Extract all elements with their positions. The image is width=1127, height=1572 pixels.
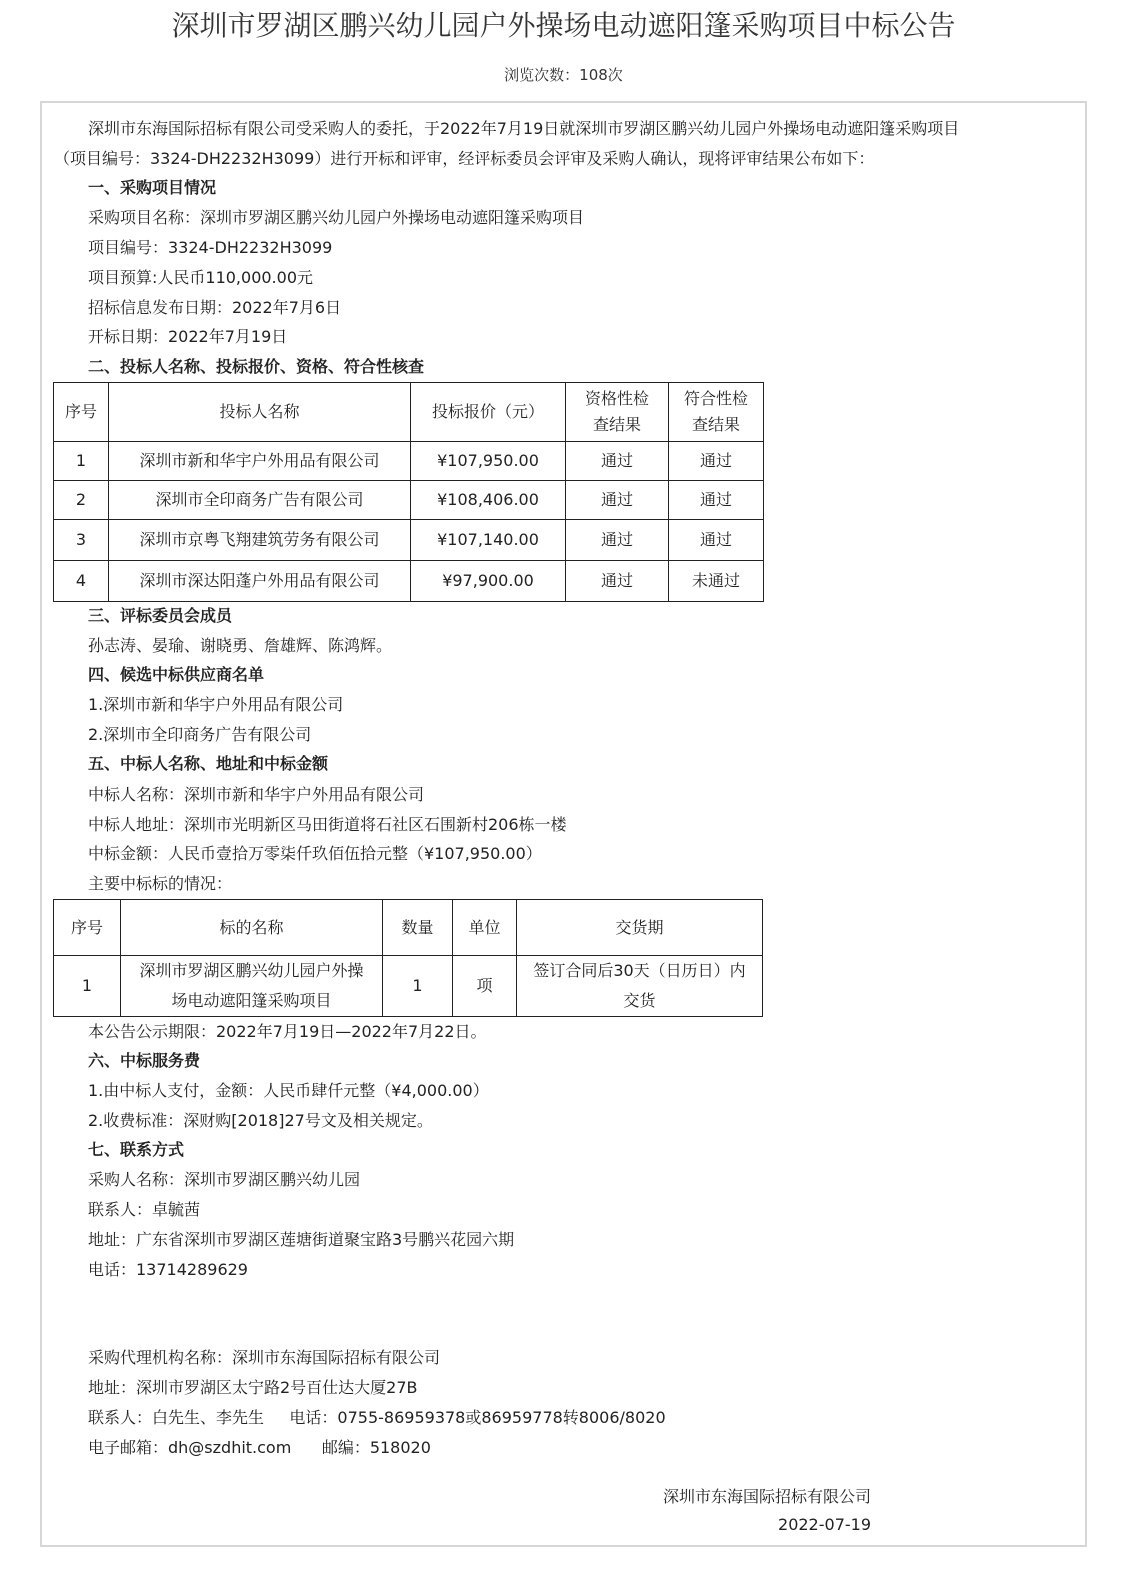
col-header: 单位 (453, 900, 517, 956)
table-row (54, 442, 764, 481)
agency-address: 地址：深圳市罗湖区太宁路2号百仕达大厦27B (88, 1378, 418, 1397)
winning-amount: 中标金额：人民币壹拾万零柒仟玖佰伍拾元整（¥107,950.00） (88, 844, 542, 863)
section-heading-4: 四、候选中标供应商名单 (88, 665, 265, 684)
subject-matter-caption: 主要中标标的情况： (88, 874, 233, 893)
table-cell: 通过 (566, 481, 669, 520)
table-header-row (54, 383, 764, 442)
agency-contact: 联系人：白先生、李先生 电话：0755-86959378或86959778转8006/8020 (88, 1408, 666, 1427)
table-row (54, 520, 764, 561)
committee-members: 孙志涛、晏瑜、谢晓勇、詹雄辉、陈鸿辉。 (88, 636, 393, 655)
service-fee-standard: 2.收费标准：深财购[2018]27号文及相关规定。 (88, 1111, 433, 1130)
col-header: 交货期 (517, 900, 763, 956)
service-fee-payment: 1.由中标人支付，金额：人民币肆仟元整（¥4,000.00） (88, 1081, 489, 1100)
table-cell: 通过 (566, 520, 669, 561)
table-cell: ¥107,140.00 (411, 520, 566, 561)
table-row (54, 481, 764, 520)
publicity-period: 本公告公示期限：2022年7月19日—2022年7月22日。 (88, 1022, 487, 1041)
agency-email: 电子邮箱：dh@szdhit.com 邮编：518020 (88, 1438, 431, 1457)
purchaser-phone: 电话：13714289629 (88, 1260, 248, 1279)
col-header: 资格性检查结果 (566, 383, 669, 442)
col-header: 标的名称 (121, 900, 383, 956)
page-title: 深圳市罗湖区鹏兴幼儿园户外操场电动遮阳篷采购项目中标公告 (171, 9, 956, 42)
agency-name: 采购代理机构名称：深圳市东海国际招标有限公司 (88, 1348, 441, 1367)
table-cell: 未通过 (669, 561, 764, 602)
table-cell: 1 (54, 442, 109, 481)
table-cell: 深圳市罗湖区鹏兴幼儿园户外操场电动遮阳篷采购项目 (121, 956, 383, 1017)
table-cell: 2 (54, 481, 109, 520)
table-cell: 3 (54, 520, 109, 561)
table-cell: 签订合同后30天（日历日）内交货 (517, 956, 763, 1017)
signature-date: 2022-07-19 (778, 1515, 871, 1534)
col-header: 序号 (54, 383, 109, 442)
opening-date: 开标日期：2022年7月19日 (88, 327, 288, 346)
winner-name: 中标人名称：深圳市新和华宇户外用品有限公司 (88, 785, 425, 804)
table-cell: 深圳市深达阳蓬户外用品有限公司 (109, 561, 411, 602)
intro-line-1: 深圳市东海国际招标有限公司受采购人的委托，于2022年7月19日就深圳市罗湖区鹏兴幼儿园户外操场电动遮阳篷采购项目 (88, 119, 960, 138)
candidate-item: 1.深圳市新和华宇户外用品有限公司 (88, 695, 344, 714)
col-header: 数量 (383, 900, 453, 956)
intro-line-2: （项目编号：3324-DH2232H3099）进行开标和评审，经评标委员会评审及采购人确认，现将评审结果公布如下： (54, 149, 875, 168)
table-cell: 通过 (566, 561, 669, 602)
publish-date: 招标信息发布日期：2022年7月6日 (88, 298, 342, 317)
subject-matter-table (53, 899, 763, 1017)
project-budget: 项目预算:人民币110,000.00元 (88, 268, 314, 287)
table-row (54, 956, 763, 1017)
purchaser-contact: 联系人：卓毓茜 (88, 1200, 201, 1219)
section-heading-7: 七、联系方式 (88, 1140, 185, 1159)
table-cell: 深圳市京粤飞翔建筑劳务有限公司 (109, 520, 411, 561)
candidate-item: 2.深圳市全印商务广告有限公司 (88, 725, 312, 744)
table-cell: 1 (54, 956, 121, 1017)
purchaser-name: 采购人名称：深圳市罗湖区鹏兴幼儿园 (88, 1170, 361, 1189)
view-count: 浏览次数：108次 (504, 66, 623, 84)
section-heading-6: 六、中标服务费 (88, 1051, 201, 1070)
winner-address: 中标人地址：深圳市光明新区马田街道将石社区石围新村206栋一楼 (88, 815, 567, 834)
table-cell: 深圳市全印商务广告有限公司 (109, 481, 411, 520)
bidders-table (53, 382, 764, 602)
col-header: 投标报价（元） (411, 383, 566, 442)
col-header: 符合性检查结果 (669, 383, 764, 442)
section-heading-3: 三、评标委员会成员 (88, 606, 233, 625)
purchaser-address: 地址：广东省深圳市罗湖区莲塘街道聚宝路3号鹏兴花园六期 (88, 1230, 515, 1249)
table-cell: ¥97,900.00 (411, 561, 566, 602)
project-name: 采购项目名称：深圳市罗湖区鹏兴幼儿园户外操场电动遮阳篷采购项目 (88, 208, 585, 227)
table-cell: 通过 (566, 442, 669, 481)
table-cell: 1 (383, 956, 453, 1017)
col-header: 序号 (54, 900, 121, 956)
table-cell: 通过 (669, 481, 764, 520)
col-header: 投标人名称 (109, 383, 411, 442)
table-cell: 4 (54, 561, 109, 602)
section-heading-2: 二、投标人名称、投标报价、资格、符合性核查 (88, 357, 425, 376)
table-cell: 通过 (669, 442, 764, 481)
table-header-row (54, 900, 763, 956)
table-cell: 通过 (669, 520, 764, 561)
table-cell: ¥108,406.00 (411, 481, 566, 520)
table-cell: 项 (453, 956, 517, 1017)
table-cell: ¥107,950.00 (411, 442, 566, 481)
signature-org: 深圳市东海国际招标有限公司 (662, 1487, 871, 1506)
section-heading-1: 一、采购项目情况 (88, 178, 217, 197)
table-row (54, 561, 764, 602)
table-cell: 深圳市新和华宇户外用品有限公司 (109, 442, 411, 481)
project-number: 项目编号：3324-DH2232H3099 (88, 238, 333, 257)
section-heading-5: 五、中标人名称、地址和中标金额 (88, 754, 329, 773)
